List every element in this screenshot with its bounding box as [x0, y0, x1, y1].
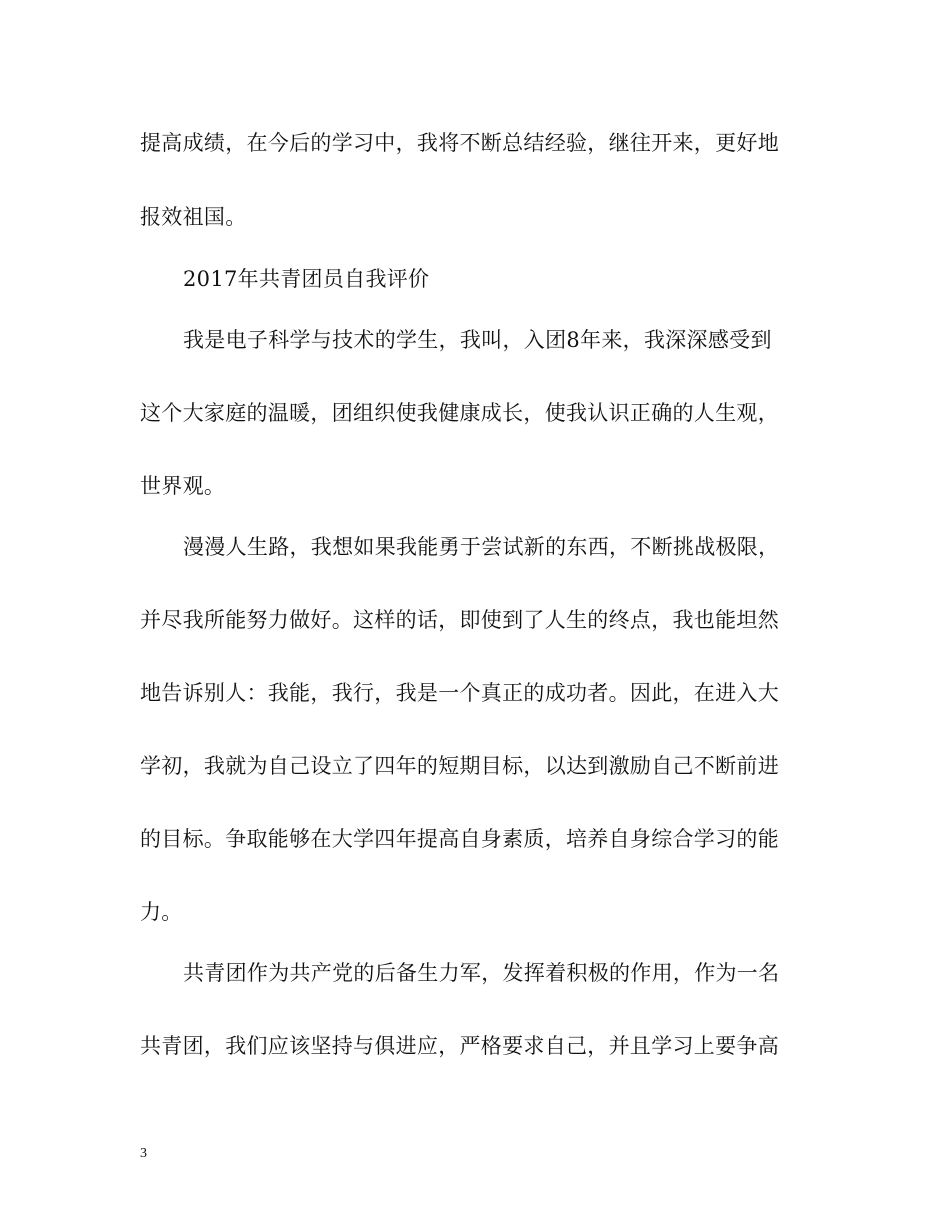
text-line-14: 共青团，我们应该坚持与俱进应，严格要求自己，并且学习上要争高 — [140, 1034, 779, 1058]
text-line-11: 的目标。争取能够在大学四年提高自身素质，培养自身综合学习的能 — [140, 827, 779, 851]
text-line-13: 共青团作为共产党的后备生力军，发挥着积极的作用，作为一名 — [183, 961, 780, 985]
text-line-4: 我是电子科学与技术的学生，我叫，入团8年来，我深深感受到 — [183, 328, 772, 352]
text-line-10: 学初，我就为自己设立了四年的短期目标，以达到激励自己不断前进 — [140, 754, 779, 778]
text-line-5: 这个大家庭的温暖，团组织使我健康成长，使我认识正确的人生观， — [140, 401, 779, 425]
text-line-9: 地告诉别人：我能，我行，我是一个真正的成功者。因此，在进入大 — [140, 681, 779, 705]
page-number: 3 — [140, 1146, 147, 1161]
text-line-6: 世界观。 — [140, 474, 226, 498]
text-line-12: 力。 — [140, 900, 183, 924]
text-line-1: 提高成绩，在今后的学习中，我将不断总结经验，继往开来，更好地 — [140, 131, 779, 155]
section-title: 2017年共青团员自我评价 — [183, 267, 430, 291]
text-line-2: 报效祖国。 — [140, 205, 247, 229]
text-line-8: 并尽我所能努力做好。这样的话，即使到了人生的终点，我也能坦然 — [140, 608, 779, 632]
text-line-7: 漫漫人生路，我想如果我能勇于尝试新的东西，不断挑战极限， — [183, 535, 780, 559]
